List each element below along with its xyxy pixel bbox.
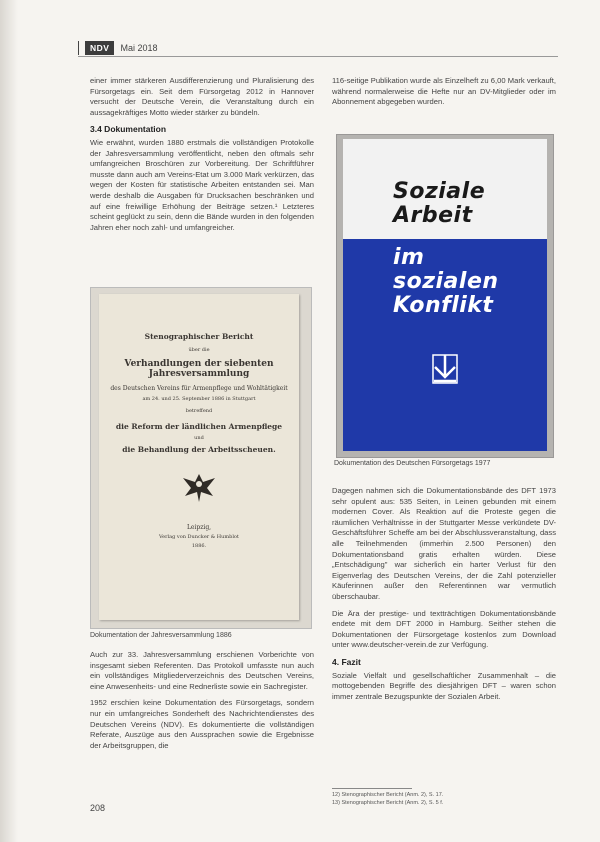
report-line-12: 1886. [191, 543, 207, 549]
cover-word-4: sozialen [393, 269, 499, 294]
photo-book-1977 [336, 134, 554, 458]
cover-word-5: Konflikt [393, 293, 494, 318]
page-number: 208 [90, 803, 106, 813]
left-column-top [90, 76, 314, 239]
right-column-top [332, 76, 556, 114]
footnote-rule [332, 788, 412, 789]
footnote-13: 13) Stenographischer Bericht (Anm. 2), S. 5 f. [332, 800, 444, 806]
right-intro-paragraph: 116-seitige Publikation wurde als Einzelheft zu 6,00 Mark verkauft, während normalerweise die Hefte nur an DV-Mitglieder oder im Abonnement abgegeben wurden. [332, 76, 556, 107]
publisher-logo-icon [431, 353, 459, 385]
right-paragraph-2: Die Ära der prestige- und textträchtigen Dokumentationsbände endete mit dem DFT 2000 in Hamburg. Seither stehen die Dokumentationen der Fürsorgetage kostenlos zum Download unter www.deutscher-verein.de zur Verfügung. [332, 608, 556, 650]
report-line-7: die Reform der ländlichen Armenpflege [115, 422, 283, 431]
report-line-5: am 24. und 25. September 1886 in Stuttgart [142, 396, 256, 402]
book-cover-1977 [343, 139, 547, 451]
report-line-3: Verhandlungen der siebenten Jahresversammlung [124, 359, 274, 379]
report-line-4: des Deutschen Vereins für Armenpflege und Wohltätigkeit [110, 385, 288, 392]
right-fazit-paragraph: Soziale Vielfalt und gesellschaftlicher Zusammenhalt – die mottogebenden Begriffe des diesjährigen DFT – waren schon immer zentrale Bezugspunkte der Sozialen Arbeit. [332, 670, 556, 701]
right-column-bottom [332, 486, 556, 708]
cover-word-3: im [393, 245, 425, 270]
left-column-bottom [90, 650, 314, 757]
caption-1886: Dokumentation der Jahresversammlung 1886 [90, 632, 232, 639]
report-line-1: Stenographischer Bericht [144, 332, 254, 341]
section-heading-dokumentation: 3.4 Dokumentation [90, 124, 167, 135]
cover-word-2: Arbeit [393, 203, 473, 228]
right-paragraph-1: Dagegen nahmen sich die Dokumentationsbände des DFT 1973 sehr opulent aus: 535 Seiten, in Leinen gebunden mit einem modernen Cover. Als Reaktion auf die Proteste gegen die räumlichen Verhältnisse in der Stuttgarter Messe verkündete DV-Geschäftsführer Scheffe am bei der Abschlussveranstaltung, dass alle Teilnehmenden (immerhin 2.500 Personen) den Dokumentationsband gratis erhalten würden. Diese „Entschädigung" war sicherlich ein harter Verlust für den Eigenverlag des Deutschen Vereins, der die Zahl potenzieller Käuferinnen außer den Referentinnen war vermutlich überschaubar. [332, 486, 556, 601]
left-section-paragraph: Wie erwähnt, wurden 1880 erstmals die vollständigen Protokolle der Jahresversammlung veröffentlicht, neben den oftmals sehr umfangreichen Broschüren zur Vorbereitung. Der Schriftführer musste dann auch am Vereins-Etat um 3.000 Mark verkürzen, das wegen der Kosten für statistische Arbeiten entstanden sei. Man werde deshalb die Ausgaben für Drucksachen beschränken und auf eine freiwillige Erhöhung der Beiträge setzen.¹ Letzteres scheint geglückt zu sein, denn die Bände wurden in den folgenden Jahren eher noch zahl- und umfangreicher. [90, 137, 314, 232]
left-paragraph-2: Auch zur 33. Jahresversammlung erschienen Vorberichte von insgesamt sieben Referenten. Das Protokoll umfasste nun auch ein vollständiges Mitgliederverzeichnis des Deutschen Vereins, eine Anwesenheits- und eine Rednerliste sowie ein Sachregister. [90, 650, 314, 691]
footnote-12: 12) Stenographischer Bericht (Anm. 2), S. 17. [332, 792, 444, 798]
page-binding-shadow [0, 0, 18, 842]
left-paragraph-3: 1952 erschien keine Dokumentation des Fürsorgetags, sondern nur ein umfangreiches Sonderheft des Nachrichtendienstes des Deutschen Vereins (NDV). Es dokumentierte die vollständigen Referate, Auszüge aus den Aussprachen sowie die Ergebnisse der Arbeitsgruppen, die [90, 698, 314, 750]
journal-badge: NDV [85, 41, 114, 55]
page-header [78, 40, 558, 56]
report-line-10: Leipzig, [186, 524, 212, 531]
left-intro-paragraph: einer immer stärkeren Ausdifferenzierung und Pluralisierung des Fürsorgetags ein. Seit dem Fürsorgetag 2012 in Hannover versucht der Deutsche Verein, die Veranstaltung durch ein aussagekräftiges Motto wieder stärker zu bündeln. [90, 76, 314, 117]
report-line-9: die Behandlung der Arbeitsscheuen. [122, 445, 276, 454]
issue-date: Mai 2018 [120, 43, 158, 53]
report-1886-title-page [99, 294, 299, 620]
header-rule [78, 56, 558, 57]
section-heading-fazit: 4. Fazit [332, 656, 361, 667]
report-line-8: und [194, 435, 204, 441]
caption-1977: Dokumentation des Deutschen Fürsorgetags 1977 [334, 460, 491, 467]
photo-report-1886 [90, 287, 312, 629]
report-line-6: betreffend [185, 408, 213, 414]
report-line-2: über die [188, 347, 210, 353]
header-divider [78, 41, 79, 55]
cover-word-1: Soziale [393, 179, 486, 204]
report-line-11: Verlag von Duncker & Humblot [159, 534, 239, 540]
eagle-emblem-icon [179, 470, 219, 504]
